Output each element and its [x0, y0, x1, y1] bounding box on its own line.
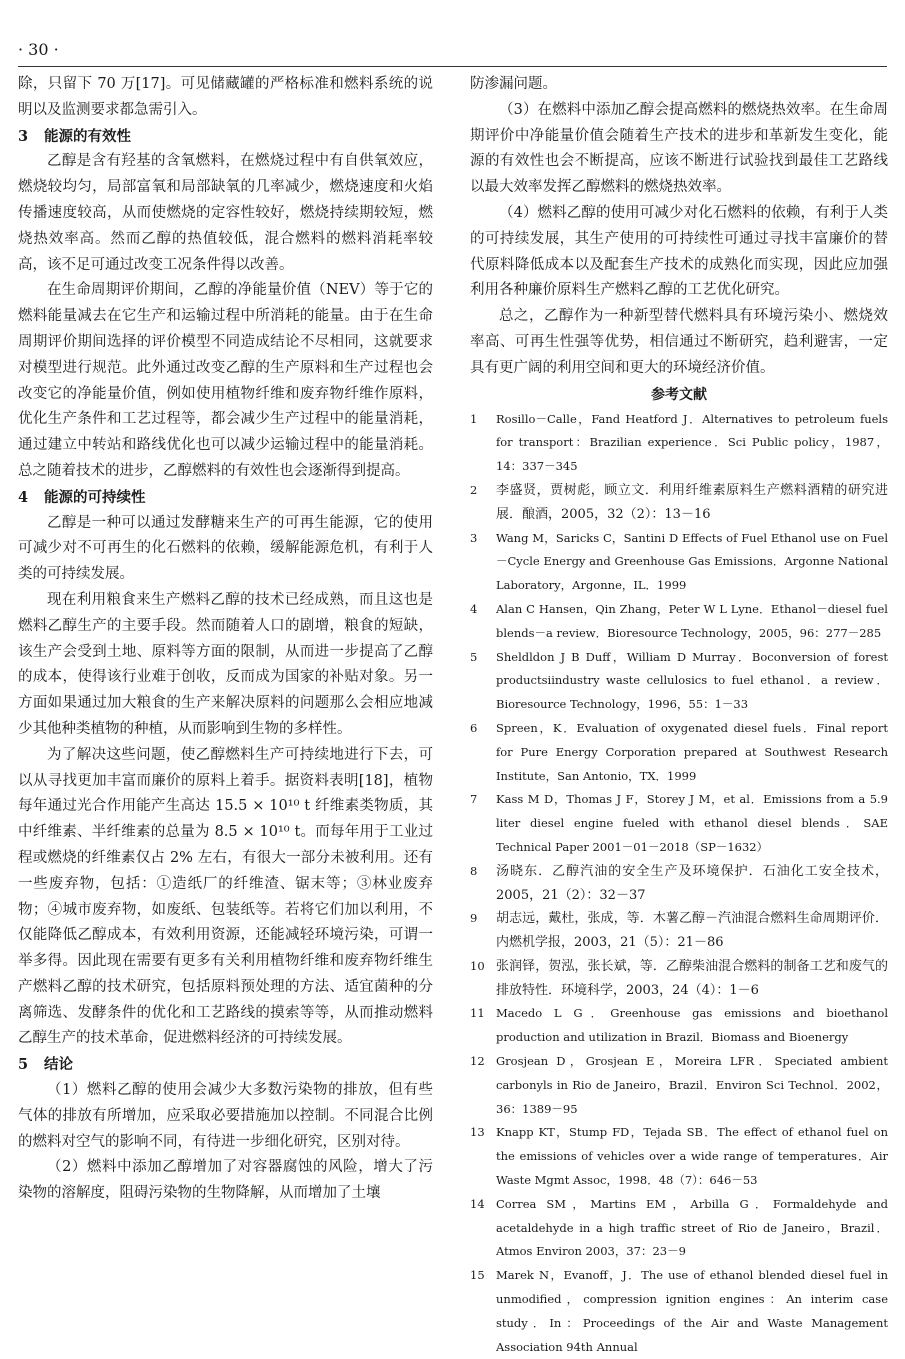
reference-item — [470, 788, 888, 859]
reference-text: Alan C Hansen，Qin Zhang，Peter W L Lyne．Ethanol－diesel fuel blends－a review．Bioresource Technology，2005，96：277－285 — [496, 601, 888, 640]
page-number: · 30 · — [18, 40, 59, 59]
reference-text: Macedo L G．Greenhouse gas emissions and bioethanol production and utilization in Brazil．Biomass and Bioenergy — [496, 1006, 888, 1045]
reference-text: Knapp KT，Stump FD，Tejada SB．The effect of ethanol fuel on the emissions of vehicles over a wide range of temperatures．Air Waste Mgmt Assoc，1998．48（7）：646－53 — [496, 1125, 888, 1188]
section-title: 能源的有效性 — [44, 127, 131, 145]
section-title: 结论 — [44, 1056, 73, 1074]
reference-text: 胡志远，戴杜，张成，等．木薯乙醇－汽油混合燃料生命周期评价．内燃机学报，2003，21（5）：21－86 — [496, 911, 888, 951]
reference-number: 13 — [470, 1125, 485, 1140]
reference-number: 5 — [470, 649, 478, 664]
header-rule — [18, 66, 887, 67]
reference-number: 4 — [470, 601, 478, 616]
reference-text: Marek N，Evanoff，J．The use of ethanol blended diesel fuel in unmodified，compression ignition engines：An interim case study．In：Proceedings of the Air and Waste Management Association 94th Annual — [496, 1268, 888, 1354]
body-paragraph: （2）燃料中添加乙醇增加了对容器腐蚀的风险，增大了污染物的溶解度，阻碍污染物的生物降解，从而增加了土壤 — [18, 1159, 433, 1202]
reference-text: Grosjean D，Grosjean E，Moreira LFR．Speciated ambient carbonyls in Rio de Janeiro，Brazil．Environ Sci Technol．2002，36：1389－95 — [496, 1054, 888, 1116]
body-paragraph: 乙醇是含有羟基的含氧燃料，在燃烧过程中有自供氧效应，燃烧较均匀，局部富氧和局部缺氧的几率减少，燃烧速度和火焰传播速度较高，从而使燃烧的定容性较好，燃烧持续期较短，燃烧热效率高。然而乙醇的热值较低，混合燃料的燃料消耗率较高，该不足可通过改变工况条件得以改善。 — [18, 153, 433, 273]
reference-number: 2 — [470, 482, 478, 497]
section-number: 3 — [18, 127, 29, 145]
body-paragraph: （3）在燃料中添加乙醇会提高燃料的燃烧热效率。在生命周期评价中净能量价值会随着生产技术的进步和革新发生变化，能源的有效性也会不断提高，应该不断进行试验找到最佳工艺路线以最大效率发挥乙醇燃料的燃烧热效率。 — [470, 101, 888, 196]
body-paragraph: 现在利用粮食来生产燃料乙醇的技术已经成熟，而且这也是燃料乙醇生产的主要手段。然而随着人口的剧增，粮食的短缺，该生产会受到土地、原料等方面的限制，从而进一步提高了乙醇的成本，使得该行业难于创收，反而成为国家的补贴对象。另一方面如果通过加大粮食的生产来解决原料的问题那么会相应地减少其他种类植物的种植，从而影响到生物的多样性。 — [18, 591, 433, 737]
reference-item — [470, 1121, 888, 1192]
reference-text: Wang M，Saricks C，Santini D Effects of Fuel Ethanol use on Fuel－Cycle Energy and Greenhouse Gas Emissions．Argonne National Laboratory，Argonne，IL．1999 — [496, 530, 888, 593]
reference-item — [470, 1002, 888, 1050]
reference-text: 李盛贤，贾树彪，顾立文．利用纤维素原料生产燃料酒精的研究进展．酿酒，2005，32（2）：13－16 — [496, 482, 888, 522]
reference-number: 15 — [470, 1268, 485, 1283]
reference-item — [470, 408, 888, 479]
reference-number: 12 — [470, 1054, 485, 1069]
reference-number: 10 — [470, 958, 485, 973]
reference-item — [470, 717, 888, 788]
references-heading: 参考文献 — [651, 386, 707, 403]
reference-number: 11 — [470, 1006, 485, 1021]
body-paragraph: 乙醇是一种可以通过发酵糖来生产的可再生能源，它的使用可减少对不可再生的化石燃料的依赖，缓解能源危机，有利于人类的可持续发展。 — [18, 514, 433, 583]
reference-number: 8 — [470, 863, 478, 878]
reference-item — [470, 1193, 888, 1264]
section-number: 4 — [18, 488, 29, 506]
reference-number: 3 — [470, 530, 478, 545]
reference-item — [470, 1050, 888, 1121]
reference-number: 9 — [470, 911, 478, 926]
reference-text: Spreen，K．Evaluation of oxygenated diesel fuels．Final report for Pure Energy Corporation prepared at Southwest Research Institute，San Antonio，TX．1999 — [496, 720, 888, 783]
reference-text: Correa SM，Martins EM，Arbilla G．Formaldehyde and acetaldehyde in a high traffic street of Rio de Janeiro，Brazil．Atmos Environ 2003，37：23－9 — [496, 1196, 888, 1259]
section-heading — [18, 124, 433, 150]
reference-text: Kass M D，Thomas J F，Storey J M，et al．Emissions from a 5.9 liter diesel engine fueled with ethanol diesel blends．SAE Technical Paper 2001－01－2018（SP－1632） — [496, 792, 888, 854]
reference-item — [470, 860, 888, 908]
body-paragraph: （1）燃料乙醇的使用会减少大多数污染物的排放，但有些气体的排放有所增加，应采取必要措施加以控制。不同混合比例的燃料对空气的影响不同，有待进一步细化研究，区别对待。 — [18, 1082, 433, 1150]
body-paragraph: 防渗漏问题。 — [470, 76, 557, 92]
left-column — [18, 72, 433, 1302]
section-heading — [18, 485, 433, 511]
section-title: 能源的可持续性 — [44, 488, 146, 506]
body-paragraph: 为了解决这些问题，使乙醇燃料生产可持续地进行下去，可以从寻找更加丰富而廉价的原料上着手。据资料表明[18]，植物每年通过光合作用能产生高达 15.5 × 10¹⁰ t 纤维素类物质，其中纤维素、半纤维素的总量为 8.5 × 10¹⁰ t。而每年用于工业过程或燃烧的纤维素仅占 2% 左右，有很大一部分未被利用。还有一些废弃物，包括：①造纸厂的纤维渣、锯末等；③林业废弃物；④城市废弃物，如废纸、包装纸等。若将它们加以利用，不仅能降低乙醇成本，有效利用资源，还能减轻环境污染，可谓一举多得。因此现在需要有更多有关利用植物纤维和废弃物纤维生产燃料乙醇的技术研究，包括原料预处理的方法、适宜菌种的分离筛选、发酵条件的优化和工艺路线的摸索等等，从而推动燃料乙醇生产的技术革命，促进燃料经济的可持续发展。 — [18, 746, 433, 1047]
reference-text: 张润铎，贺泓，张长斌，等．乙醇柴油混合燃料的制备工艺和废气的排放特性．环境科学，2003，24（4）：1－6 — [496, 958, 888, 998]
reference-item — [470, 646, 888, 717]
reference-list — [470, 408, 888, 1359]
reference-item — [470, 1264, 888, 1359]
reference-item — [470, 527, 888, 598]
reference-item — [470, 907, 888, 955]
reference-item — [470, 479, 888, 527]
reference-number: 14 — [470, 1196, 485, 1211]
reference-text: Rosillo－Calle，Fand Heatford J．Alternatives to petroleum fuels for transport：Brazilian experience．Sci Public policy，1987，14：337－345 — [496, 411, 888, 474]
page-header — [18, 40, 59, 59]
reference-item — [470, 955, 888, 1003]
section-number: 5 — [18, 1056, 29, 1074]
body-paragraph: 总之，乙醇作为一种新型替代燃料具有环境污染小、燃烧效率高、可再生性强等优势，相信通过不断研究，趋利避害，一定具有更广阔的利用空间和更大的环境经济价值。 — [470, 308, 888, 376]
reference-item — [470, 598, 888, 646]
body-paragraph: （4）燃料乙醇的使用可减少对化石燃料的依赖，有利于人类的可持续发展，其生产使用的可持续性可通过寻找丰富廉价的替代原料降低成本以及配套生产技术的成熟化而实现，因此应加强利用各种廉价原料生产燃料乙醇的工艺优化研究。 — [470, 204, 888, 299]
reference-number: 1 — [470, 411, 478, 426]
body-paragraph: 除，只留下 70 万[17]。可见储藏罐的严格标准和燃料系统的说明以及监测要求都急需引入。 — [18, 76, 433, 118]
reference-text: Sheldldon J B Duff，William D Murray．Boconversion of forest productsiindustry waste cellulosics to fuel ethanol．a review．Bioresource Technology，1996，55：1－33 — [496, 649, 888, 712]
body-paragraph: 在生命周期评价期间，乙醇的净能量价值（NEV）等于它的燃料能量减去在它生产和运输过程中所消耗的能量。由于在生命周期评价期间选择的评价模型不同造成结论不尽相同，这就要求对模型进行规范。此外通过改变乙醇的生产原料和生产过程也会改变它的净能量价值，例如使用植物纤维和废弃物纤维作原料，优化生产条件和工艺过程等，都会减少生产过程中的能量消耗，通过建立中转站和路线优化也可以减少运输过程中的能量消耗。总之随着技术的进步，乙醇燃料的有效性也会逐渐得到提高。 — [18, 282, 433, 479]
right-column — [470, 72, 888, 1354]
reference-number: 6 — [470, 720, 478, 735]
reference-text: 汤晓东．乙醇汽油的安全生产及环境保护．石油化工安全技术，2005，21（2）：32－37 — [496, 863, 888, 903]
reference-number: 7 — [470, 792, 478, 807]
section-heading — [18, 1052, 433, 1078]
